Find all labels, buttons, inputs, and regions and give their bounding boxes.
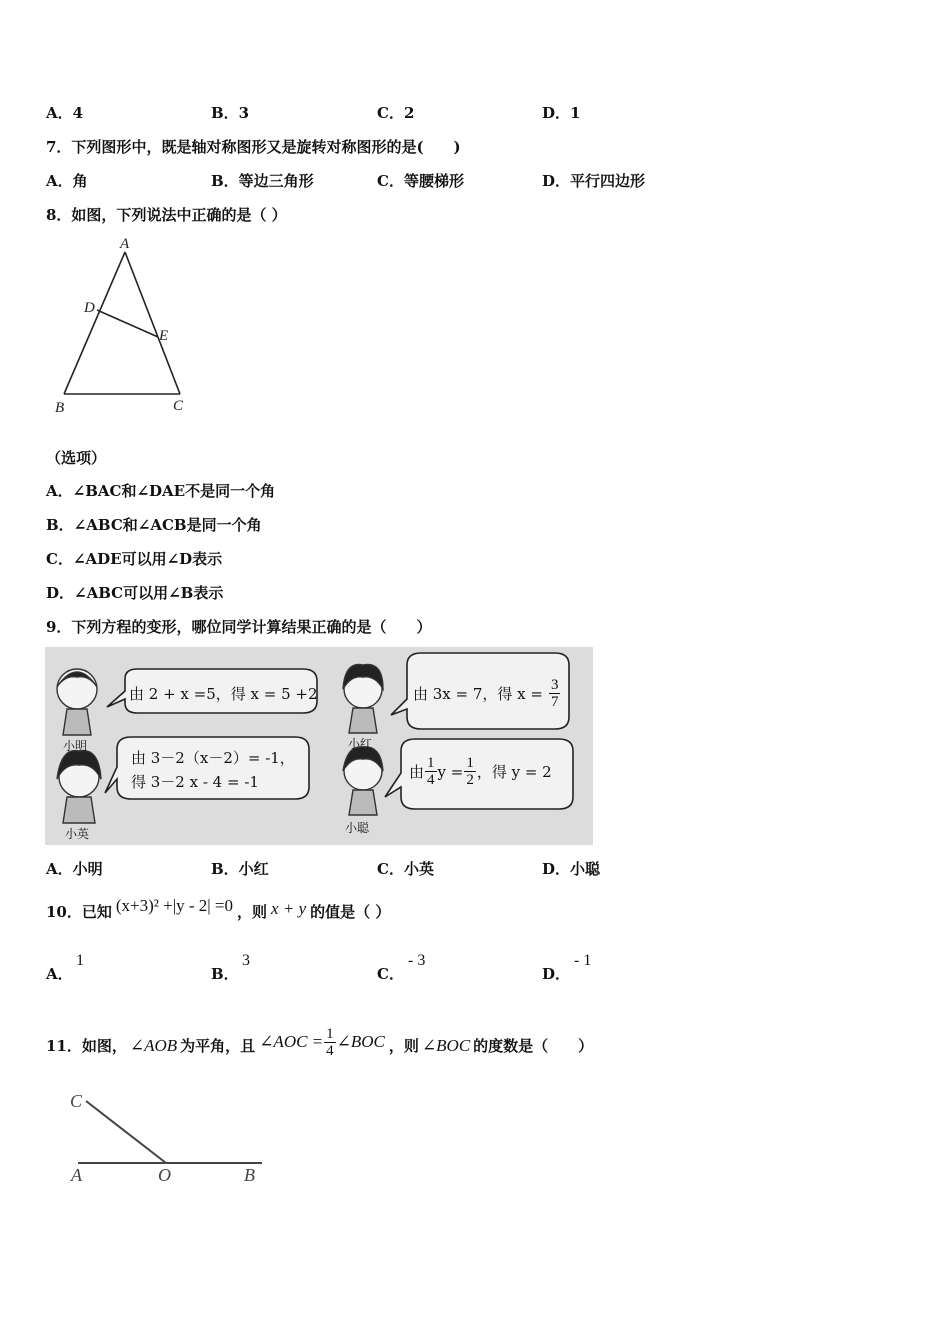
xiaocong-fraction-2-den: 2 xyxy=(466,772,474,788)
q8-option-b: B．∠ABC和∠ACB是同一个角 xyxy=(46,516,262,534)
q6-option-a: A．4 xyxy=(46,104,84,122)
q6-option-c: C．2 xyxy=(377,104,415,122)
label-d: D xyxy=(84,300,95,316)
q9-option-a: A．小明 xyxy=(46,860,103,878)
q8-option-a: A．∠BAC和∠DAE不是同一个角 xyxy=(46,482,276,500)
label-a: A xyxy=(71,1165,82,1185)
q7-option-a: A．角 xyxy=(46,172,88,190)
q7-option-c: C．等腰梯形 xyxy=(377,172,464,190)
xiaocong-fraction-2-num: 1 xyxy=(466,755,474,771)
q10-stem-suffix: 的值是（ ） xyxy=(310,903,391,921)
q9-stem: 9．下列方程的变形，哪位同学计算结果正确的是（ ） xyxy=(46,618,432,636)
label-o: O xyxy=(158,1165,171,1185)
q10-option-d-value: - 1 xyxy=(574,952,592,969)
xiaoying-equation-line2: 得 3－2 x - 4 = -1 xyxy=(131,773,259,791)
q11-angle-figure xyxy=(62,1085,282,1195)
q10-formula: (x+3)² +|y - 2| =0 xyxy=(115,896,234,915)
q6-option-d: D．1 xyxy=(542,104,581,122)
xiaocong-suffix: ，得 y = 2 xyxy=(476,763,552,781)
q9-cartoon-panel xyxy=(45,647,593,845)
xiaocong-prefix: 由 xyxy=(409,763,425,781)
ray-oc xyxy=(86,1101,166,1163)
xiaocong-name: 小聪 xyxy=(345,821,370,835)
q10-option-c-label: C． xyxy=(377,965,404,983)
q10-option-b-label: B． xyxy=(211,965,239,983)
xiaocong-mid: y = xyxy=(437,762,464,781)
xiaoming-name: 小明 xyxy=(63,739,88,753)
q10-option-a-label: A． xyxy=(46,965,73,983)
xiaocong-fraction-1 xyxy=(425,755,437,788)
label-a: A xyxy=(120,236,130,252)
xiaoying-head-icon xyxy=(57,751,101,823)
label-c: C xyxy=(70,1091,83,1111)
q11-stem-mid2: ，则 xyxy=(388,1037,419,1055)
xiaohong-fraction-num: 3 xyxy=(550,677,559,693)
q9-option-b: B．小红 xyxy=(211,860,269,878)
q11-fraction xyxy=(324,1026,336,1059)
xiaocong-equation xyxy=(409,755,552,788)
q11-eq-left: ∠AOC = xyxy=(259,1032,324,1051)
label-b: B xyxy=(55,400,65,416)
xiaohong-equation-prefix: 由 3x = 7，得 x = xyxy=(413,685,543,703)
q10-stem-mid: ，则 xyxy=(237,903,268,921)
q10-stem xyxy=(46,896,391,922)
q11-eq-right: ∠BOC xyxy=(336,1032,385,1051)
q10-expression: x + y xyxy=(271,899,307,918)
xiaohong-fraction xyxy=(549,677,561,710)
q8-options-heading: （选项） xyxy=(46,449,107,467)
q11-angle-aob: ∠AOB xyxy=(129,1036,178,1055)
segment-ac xyxy=(125,252,180,394)
xiaoying-name: 小英 xyxy=(65,827,90,841)
q11-stem-mid1: 为平角，且 xyxy=(180,1037,256,1055)
q11-angle-boc: ∠BOC xyxy=(421,1036,471,1055)
q10-option-a-value: 1 xyxy=(76,952,84,969)
xiaohong-equation xyxy=(413,677,561,710)
q8-triangle-figure xyxy=(50,232,200,417)
label-e: E xyxy=(159,328,169,344)
q9-option-c: C．小英 xyxy=(377,860,434,878)
q7-option-d: D．平行四边形 xyxy=(542,172,646,190)
q10-option-d-label: D． xyxy=(542,965,571,983)
xiaohong-name: 小红 xyxy=(348,737,373,751)
label-b: B xyxy=(244,1165,255,1185)
xiaohong-fraction-den: 7 xyxy=(550,694,559,710)
q6-option-b: B．3 xyxy=(211,104,250,122)
q11-fraction-den: 4 xyxy=(326,1042,334,1059)
q11-stem xyxy=(46,1022,593,1070)
q10-option-b-value: 3 xyxy=(242,952,250,969)
xiaoying-equation-line1: 由 3－2（x－2）= -1， xyxy=(131,749,295,767)
xiaoming-head-icon xyxy=(57,669,97,735)
q11-fraction-num: 1 xyxy=(326,1025,334,1042)
xiaocong-fraction-1-num: 1 xyxy=(427,755,435,771)
q11-stem-prefix: 11．如图， xyxy=(46,1037,127,1055)
xiaohong-head-icon xyxy=(343,665,383,734)
q8-option-d: D．∠ABC可以用∠B表示 xyxy=(46,584,224,602)
q8-option-c: C．∠ADE可以用∠D表示 xyxy=(46,550,223,568)
q10-option-c-value: - 3 xyxy=(408,952,426,969)
q9-option-d: D．小聪 xyxy=(542,860,601,878)
q11-stem-suffix: 的度数是（ ） xyxy=(473,1037,594,1055)
segment-ab xyxy=(64,252,125,394)
xiaoming-equation: 由 2 + x =5，得 x = 5 +2 xyxy=(129,685,318,703)
q11-equation xyxy=(259,1026,385,1059)
q7-option-b: B．等边三角形 xyxy=(211,172,314,190)
q7-stem: 7．下列图形中，既是轴对称图形又是旋转对称图形的是( ) xyxy=(46,138,461,156)
xiaocong-fraction-1-den: 4 xyxy=(427,772,435,788)
xiaocong-head-icon xyxy=(343,747,383,815)
q10-stem-prefix: 10．已知 xyxy=(46,903,112,921)
label-c: C xyxy=(173,398,184,414)
xiaocong-fraction-2 xyxy=(464,755,476,788)
q8-stem: 8．如图，下列说法中正确的是（ ） xyxy=(46,206,287,224)
